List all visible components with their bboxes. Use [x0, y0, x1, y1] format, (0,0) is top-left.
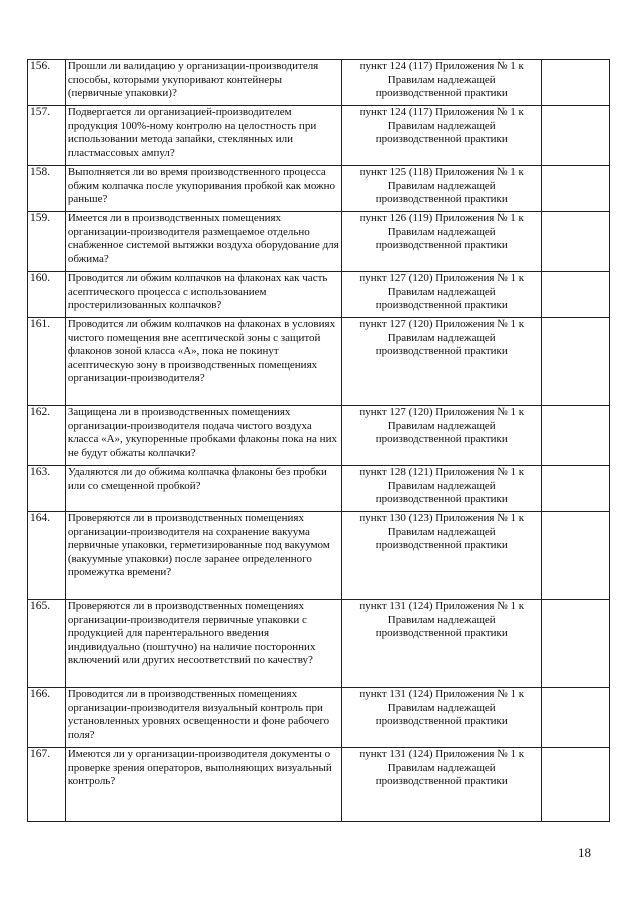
reference-cell: пункт 131 (124) Приложения № 1 к Правилам надлежащей производственной практики	[342, 748, 542, 822]
table-row	[28, 748, 610, 822]
reference-cell: пункт 128 (121) Приложения № 1 к Правилам надлежащей производственной практики	[342, 466, 542, 512]
row-number: 163.	[28, 466, 66, 512]
table-row	[28, 212, 610, 272]
reference-cell: пункт 125 (118) Приложения № 1 к Правилам надлежащей производственной практики	[342, 166, 542, 212]
question-cell: Имеются ли у организации-производителя документы о проверке зрения операторов, выполняющих визуальный контроль?	[65, 748, 341, 822]
row-number: 158.	[28, 166, 66, 212]
notes-cell	[542, 60, 610, 106]
question-cell: Проводится ли в производственных помещениях организации-производителя визуальный контроль при установленных уровнях освещенности и фоне рабочего поля?	[65, 688, 341, 748]
notes-cell	[542, 272, 610, 318]
question-cell: Защищена ли в производственных помещениях организации-производителя подача чистого воздуха класса «А», укупоренные пробками флаконы пока на них не будут обжаты колпачки?	[65, 406, 341, 466]
row-number: 157.	[28, 106, 66, 166]
table-row	[28, 166, 610, 212]
reference-cell: пункт 131 (124) Приложения № 1 к Правилам надлежащей производственной практики	[342, 600, 542, 688]
notes-cell	[542, 512, 610, 600]
row-number: 156.	[28, 60, 66, 106]
row-number: 166.	[28, 688, 66, 748]
question-cell: Удаляются ли до обжима колпачка флаконы без пробки или со смещенной пробкой?	[65, 466, 341, 512]
question-cell: Подвергается ли организацией-производителем продукция 100%-ному контролю на целостность при использовании метода запайки, стеклянных или пластмассовых ампул?	[65, 106, 341, 166]
reference-cell: пункт 127 (120) Приложения № 1 к Правилам надлежащей производственной практики	[342, 318, 542, 406]
checklist-table	[27, 59, 610, 822]
question-cell: Проводится ли обжим колпачков на флаконах как часть асептического процесса с использованием простерилизованных колпачков?	[65, 272, 341, 318]
row-number: 162.	[28, 406, 66, 466]
reference-cell: пункт 126 (119) Приложения № 1 к Правилам надлежащей производственной практики	[342, 212, 542, 272]
question-cell: Имеется ли в производственных помещениях организации-производителя размещаемое отдельно снабженное системой вытяжки воздуха оборудование для обжима?	[65, 212, 341, 272]
page-number: 18	[578, 845, 591, 860]
question-cell: Проверяются ли в производственных помещениях организации-производителя первичные упаковки с продукцией для парентерального введения индивидуально (поштучно) на наличие посторонних включений или других несоответствий по качеству?	[65, 600, 341, 688]
row-number: 165.	[28, 600, 66, 688]
table-row	[28, 466, 610, 512]
row-number: 161.	[28, 318, 66, 406]
reference-cell: пункт 124 (117) Приложения № 1 к Правилам надлежащей производственной практики	[342, 60, 542, 106]
reference-cell: пункт 127 (120) Приложения № 1 к Правилам надлежащей производственной практики	[342, 406, 542, 466]
row-number: 159.	[28, 212, 66, 272]
reference-cell: пункт 131 (124) Приложения № 1 к Правилам надлежащей производственной практики	[342, 688, 542, 748]
notes-cell	[542, 212, 610, 272]
notes-cell	[542, 748, 610, 822]
notes-cell	[542, 600, 610, 688]
reference-cell: пункт 124 (117) Приложения № 1 к Правилам надлежащей производственной практики	[342, 106, 542, 166]
table-row	[28, 318, 610, 406]
table-row	[28, 60, 610, 106]
reference-cell: пункт 127 (120) Приложения № 1 к Правилам надлежащей производственной практики	[342, 272, 542, 318]
notes-cell	[542, 106, 610, 166]
question-cell: Прошли ли валидацию у организации-производителя способы, которыми укупоривают контейнеры (первичные упаковки)?	[65, 60, 341, 106]
question-cell: Проводится ли обжим колпачков на флаконах в условиях чистого помещения вне асептической зоны с защитой флаконов зоной класса «А», пока не покинут асептическую зону в производственных помещениях организации-производителя?	[65, 318, 341, 406]
notes-cell	[542, 166, 610, 212]
table-row	[28, 512, 610, 600]
question-cell: Выполняется ли во время производственного процесса обжим колпачка после укупоривания пробкой как можно раньше?	[65, 166, 341, 212]
table-row	[28, 272, 610, 318]
notes-cell	[542, 688, 610, 748]
question-cell: Проверяются ли в производственных помещениях организации-производителя на сохранение вакуума первичные упаковки, герметизированные под вакуумом (вакуумные упаковки) после заранее определенного промежутка времени?	[65, 512, 341, 600]
notes-cell	[542, 406, 610, 466]
row-number: 164.	[28, 512, 66, 600]
row-number: 160.	[28, 272, 66, 318]
reference-cell: пункт 130 (123) Приложения № 1 к Правилам надлежащей производственной практики	[342, 512, 542, 600]
table-row	[28, 106, 610, 166]
notes-cell	[542, 318, 610, 406]
notes-cell	[542, 466, 610, 512]
row-number: 167.	[28, 748, 66, 822]
table-row	[28, 406, 610, 466]
table-row	[28, 688, 610, 748]
table-row	[28, 600, 610, 688]
